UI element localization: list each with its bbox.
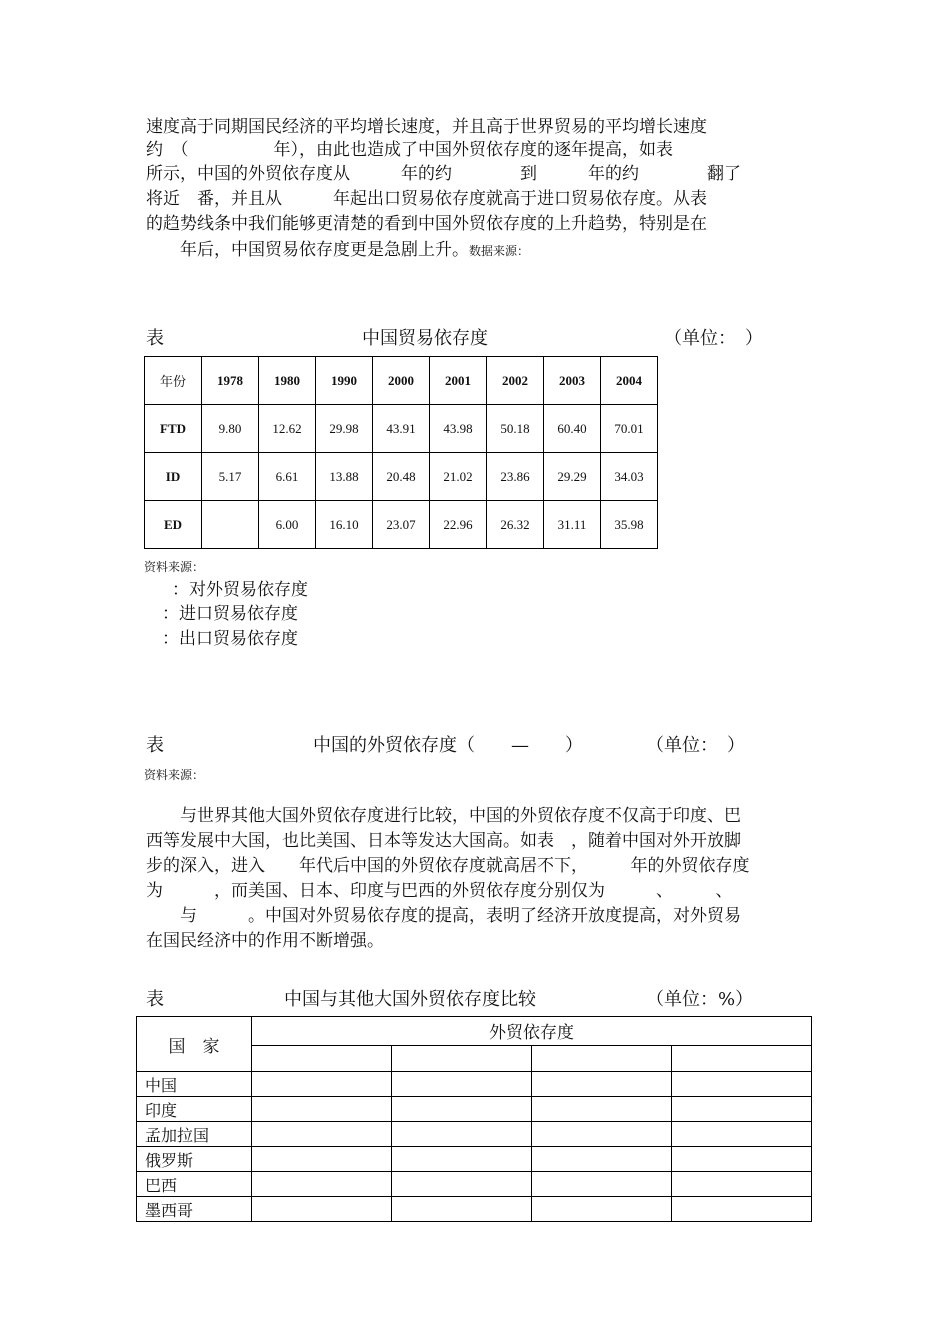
- table-cell: [202, 501, 259, 549]
- table-cell: [672, 1197, 812, 1222]
- table-row: [137, 1147, 812, 1172]
- para2-line-1: 与世界其他大国外贸依存度进行比较，中国的外贸依存度不仅高于印度、巴: [146, 806, 741, 826]
- table1-label: 表: [146, 328, 164, 349]
- header-cell: 2000: [373, 357, 430, 405]
- table-cell: 50.18: [487, 405, 544, 453]
- table2-title: 中国的外贸依存度（ — ）: [313, 735, 583, 756]
- para2-line-6: 在国民经济中的作用不断增强。: [146, 931, 384, 951]
- table-cell: [392, 1122, 532, 1147]
- table-cell: [672, 1172, 812, 1197]
- header-cell: 年份: [145, 357, 202, 405]
- header-cell: 1980: [259, 357, 316, 405]
- table3-unit: （单位：%）: [646, 989, 754, 1010]
- para1-line-4: 将近 番，并且从 年起出口贸易依存度就高于进口贸易依存度。从表: [146, 189, 707, 209]
- table-cell: [672, 1122, 812, 1147]
- table1-unit: （单位： ）: [664, 328, 763, 349]
- table-cell: [532, 1147, 672, 1172]
- table-cell: 12.62: [259, 405, 316, 453]
- para2-line-5: 与 。中国对外贸易依存度的提高，表明了经济开放度提高，对外贸易: [146, 906, 741, 926]
- table-row: [137, 1172, 812, 1197]
- header-cell: 1978: [202, 357, 259, 405]
- table-cell: 22.96: [430, 501, 487, 549]
- country-cell: 孟加拉国: [137, 1122, 252, 1147]
- table-cell: [532, 1072, 672, 1097]
- table-cell: 23.07: [373, 501, 430, 549]
- table-cell: 26.32: [487, 501, 544, 549]
- country-cell: 印度: [137, 1097, 252, 1122]
- row-label: FTD: [145, 405, 202, 453]
- table-cell: 9.80: [202, 405, 259, 453]
- row-label: ID: [145, 453, 202, 501]
- table-cell: 21.02: [430, 453, 487, 501]
- para2-line-4: 为 ，而美国、日本、印度与巴西的外贸依存度分别仅为 、 、: [146, 881, 733, 901]
- table-cell: [252, 1122, 392, 1147]
- table-cell: [672, 1147, 812, 1172]
- table-row: [145, 453, 658, 501]
- table-cell: 23.86: [487, 453, 544, 501]
- table-cell: 5.17: [202, 453, 259, 501]
- legend-ftd: ：对外贸易依存度: [172, 580, 308, 600]
- table-cell: 60.40: [544, 405, 601, 453]
- table-cell: [392, 1072, 532, 1097]
- para1-line-6-text: 年后，中国贸易依存度更是急剧上升。: [146, 240, 469, 260]
- header-cell: 2004: [601, 357, 658, 405]
- country-cell: 俄罗斯: [137, 1147, 252, 1172]
- trade-dependence-table: [144, 356, 658, 549]
- legend-id: ：进口贸易依存度: [162, 604, 298, 624]
- table-row: [137, 1072, 812, 1097]
- table-row: [137, 1097, 812, 1122]
- table-cell: [672, 1072, 812, 1097]
- table-cell: [532, 1172, 672, 1197]
- dependence-header: 外贸依存度: [252, 1017, 812, 1046]
- table-row: [137, 1197, 812, 1222]
- row-label: ED: [145, 501, 202, 549]
- table-cell: [532, 1122, 672, 1147]
- table-cell: 20.48: [373, 453, 430, 501]
- table3-label: 表: [146, 989, 164, 1010]
- year-header-cell: [252, 1045, 392, 1071]
- table-header-row: [145, 357, 658, 405]
- table3-title: 中国与其他大国外贸依存度比较: [284, 989, 536, 1010]
- para1-line-3: 所示，中国的外贸依存度从 年的约 到 年的约 翻了: [146, 164, 741, 184]
- table-header-row: [137, 1017, 812, 1046]
- para2-line-2: 西等发展中大国，也比美国、日本等发达大国高。如表 ，随着中国对外开放脚: [146, 831, 741, 851]
- table-cell: [252, 1072, 392, 1097]
- table-cell: 29.29: [544, 453, 601, 501]
- table-cell: 6.00: [259, 501, 316, 549]
- table-cell: 70.01: [601, 405, 658, 453]
- table-cell: [252, 1147, 392, 1172]
- para1-line-2: 约 （ 年），由此也造成了中国外贸依存度的逐年提高，如表: [146, 140, 673, 160]
- table-row: [145, 405, 658, 453]
- country-cell: 巴西: [137, 1172, 252, 1197]
- table-cell: [532, 1097, 672, 1122]
- table-cell: 29.98: [316, 405, 373, 453]
- para1-data-source: 数据来源：: [469, 244, 530, 258]
- year-header-cell: [532, 1045, 672, 1071]
- header-cell: 2001: [430, 357, 487, 405]
- table-cell: [392, 1097, 532, 1122]
- table-cell: [252, 1097, 392, 1122]
- table-row: [145, 501, 658, 549]
- table-cell: 6.61: [259, 453, 316, 501]
- table-cell: 13.88: [316, 453, 373, 501]
- table2-source: 资料来源：: [144, 768, 205, 782]
- country-cell: 中国: [137, 1072, 252, 1097]
- table-cell: 43.91: [373, 405, 430, 453]
- para1-line-1: 速度高于同期国民经济的平均增长速度，并且高于世界贸易的平均增长速度: [146, 117, 707, 137]
- table-cell: [252, 1197, 392, 1222]
- table-cell: 35.98: [601, 501, 658, 549]
- table-cell: [392, 1197, 532, 1222]
- year-header-cell: [672, 1045, 812, 1071]
- year-header-cell: [392, 1045, 532, 1071]
- para1-line-5: 的趋势线条中我们能够更清楚的看到中国外贸依存度的上升趋势，特别是在: [146, 214, 707, 234]
- table-cell: [532, 1197, 672, 1222]
- table2-label: 表: [146, 735, 164, 756]
- table-cell: 43.98: [430, 405, 487, 453]
- header-cell: 1990: [316, 357, 373, 405]
- table-cell: 31.11: [544, 501, 601, 549]
- country-header: 国 家: [137, 1017, 252, 1072]
- table-cell: 16.10: [316, 501, 373, 549]
- table-cell: [392, 1172, 532, 1197]
- table-cell: [252, 1172, 392, 1197]
- table-row: [137, 1122, 812, 1147]
- para2-line-3: 步的深入，进入 年代后中国的外贸依存度就高居不下， 年的外贸依存度: [146, 856, 750, 876]
- table-cell: [392, 1147, 532, 1172]
- table1-title: 中国贸易依存度: [362, 328, 488, 349]
- comparison-table: [136, 1016, 812, 1222]
- country-cell: 墨西哥: [137, 1197, 252, 1222]
- table-cell: [672, 1097, 812, 1122]
- table-cell: 34.03: [601, 453, 658, 501]
- header-cell: 2002: [487, 357, 544, 405]
- table1-source: 资料来源：: [144, 560, 205, 574]
- header-cell: 2003: [544, 357, 601, 405]
- para1-line-6: [146, 239, 529, 262]
- legend-ed: ：出口贸易依存度: [162, 629, 298, 649]
- table2-unit: （单位： ）: [646, 735, 745, 756]
